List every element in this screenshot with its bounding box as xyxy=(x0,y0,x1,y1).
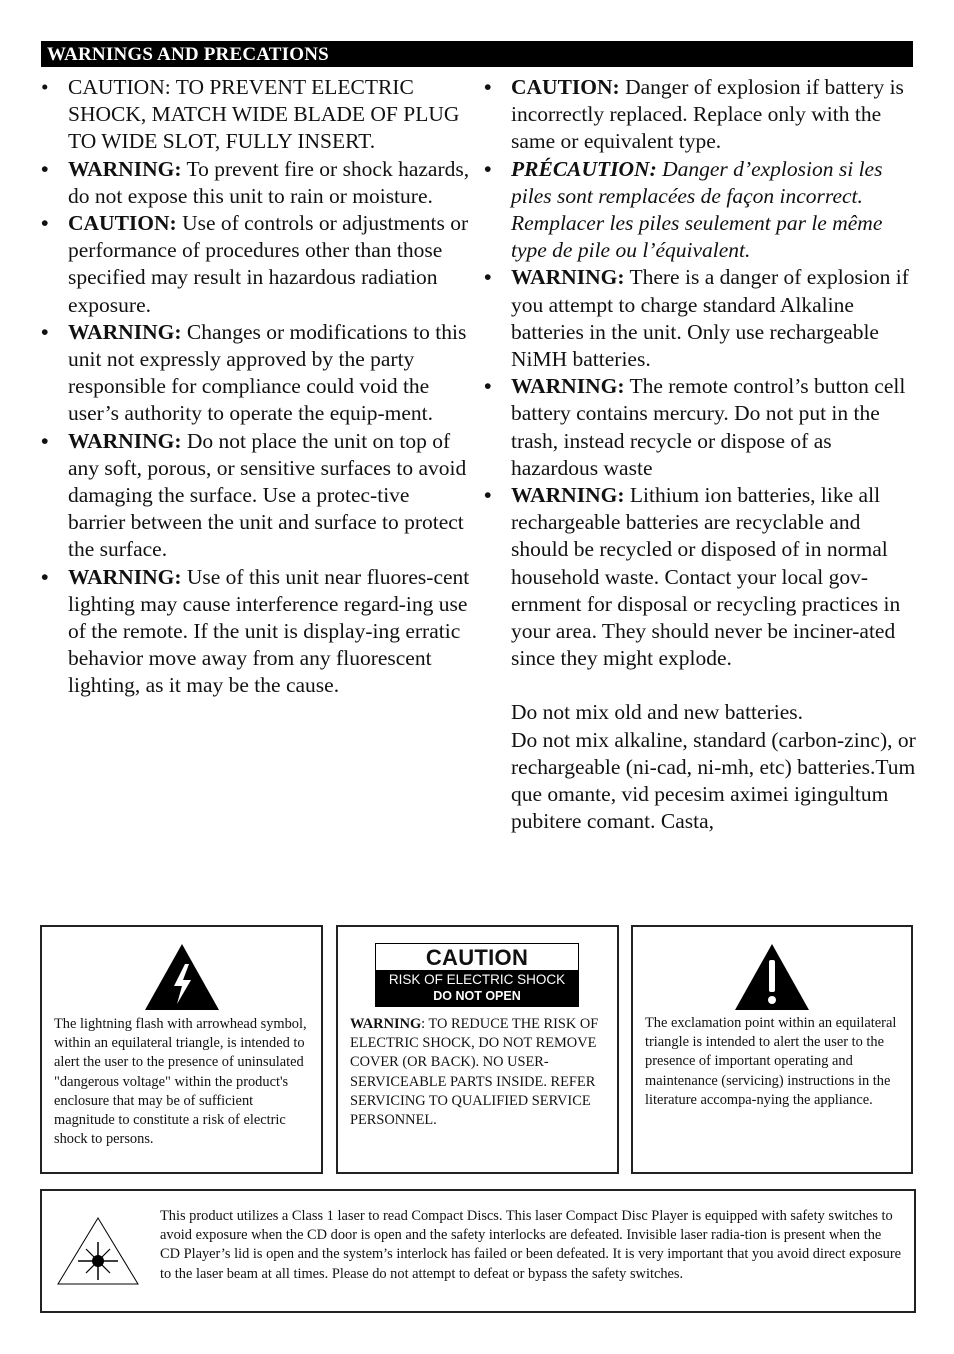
warning-text: There is a danger of explosion if you attempt to charge standard Alkaline batteries in the unit. Only use rechargeable NiMH batteries. xyxy=(511,265,909,372)
lightning-description: The lightning flash with arrowhead symbol, within an equilateral triangle, is intended to alert the user to the presence of uninsulated "dangerous voltage" within the product's enclosure that may be of sufficient magnitude to constitute a risk of electric shock to persons. xyxy=(54,1016,307,1148)
warning-text: Changes or modifications to this unit not expressly approved by the party responsible for compliance could void the user’s authority to operate the equip-ment. xyxy=(68,319,467,426)
bullet-dot: • xyxy=(41,156,49,181)
warning-text: Danger of explosion if battery is incorrectly replaced. Replace only with the same or equivalent type. xyxy=(511,75,904,154)
bullet-dot: • xyxy=(41,75,49,99)
lightning-triangle-icon xyxy=(143,942,221,1012)
warning-label: WARNING: xyxy=(68,156,182,181)
warning-label: CAUTION: xyxy=(511,75,620,99)
warning-item-french xyxy=(484,156,916,265)
caution-label xyxy=(375,943,579,1007)
laser-description: This product utilizes a Class 1 laser to read Compact Discs. This laser Compact Disc Player is equipped with safety switches to avoid exposure when the CD door is open and the safety interlocks are defeated. Invisible laser radia-tion is present when the CD Player’s lid is open and the system’s interlock has failed or been defeated. It is very important that you avoid direct exposure to the laser beam at all times. Please do not attempt to defeat or bypass the safety switches. xyxy=(160,1208,902,1282)
warning-item xyxy=(41,564,471,700)
warning-label: CAUTION: xyxy=(68,211,177,236)
laser-warning-icon xyxy=(56,1216,140,1286)
caution-warning-text: : TO REDUCE THE RISK OF ELECTRIC SHOCK, DO NOT REMOVE COVER (OR BACK). NO USER-SERVICEABLE PARTS INSIDE. REFER SERVICING TO QUALIFIED SERVICE PERSONNEL. xyxy=(350,1016,599,1129)
battery-note: Do not mix alkaline, standard (carbon-zinc), or rechargeable (ni-cad, ni-mh, etc) batteries.Tum que omante, vid pecesim aximei igingultum pubitere comant. Casta, xyxy=(511,727,916,834)
bullet-dot: • xyxy=(41,564,49,589)
warning-text: CAUTION: TO PREVENT ELECTRIC SHOCK, MATCH WIDE BLADE OF PLUG TO WIDE SLOT, FULLY INSERT. xyxy=(68,75,460,154)
left-column xyxy=(41,74,471,700)
right-column xyxy=(484,74,916,835)
warning-label: PRÉCAUTION: xyxy=(511,156,657,181)
bullet-dot: • xyxy=(41,319,49,344)
spacer xyxy=(484,672,916,699)
bullet-dot: • xyxy=(484,265,492,290)
warning-item xyxy=(484,482,916,672)
exclamation-info-box xyxy=(631,925,913,1174)
warning-item xyxy=(484,373,916,482)
caution-info-box xyxy=(336,925,619,1174)
warning-item xyxy=(41,156,471,210)
warning-text: Use of this unit near fluores-cent lighting may cause interference regard-ing use of the remote. If the unit is display-ing erratic behavior move away from any fluorescent lighting, as it may be the cause. xyxy=(68,564,470,698)
caution-subtitle xyxy=(376,970,578,1006)
warning-item xyxy=(41,210,471,319)
warning-item xyxy=(41,428,471,564)
bullet-dot: • xyxy=(484,156,492,181)
bullet-dot: • xyxy=(41,211,49,236)
caution-description xyxy=(350,1015,607,1130)
lightning-info-box xyxy=(40,925,323,1174)
warning-text: Do not place the unit on top of any soft, porous, or sensitive surfaces to avoid damaging the surface. Use a protec-tive barrier between the unit and surface to protect the surface. xyxy=(68,428,467,562)
warning-text: Use of controls or adjustments or performance of procedures other than those specified may result in hazardous radiation exposure. xyxy=(68,211,469,317)
warning-item xyxy=(41,319,471,428)
laser-info-box xyxy=(40,1189,916,1313)
warning-item xyxy=(484,264,916,373)
exclamation-triangle-icon xyxy=(733,942,811,1012)
warning-text: Lithium ion batteries, like all rechargeable batteries are recyclable and should be recycled or disposed of in normal household waste. Contact your local gov-ernment for disposal or recycling practices in your area. They should never be inciner-ated since they might explode. xyxy=(511,483,901,671)
warning-label: WARNING: xyxy=(511,483,625,508)
caution-title: CAUTION xyxy=(425,945,529,970)
caution-warning-label: WARNING xyxy=(350,1016,422,1032)
battery-note: Do not mix old and new batteries. xyxy=(511,700,803,725)
warning-label: WARNING: xyxy=(511,265,625,290)
section-header: WARNINGS AND PRECATIONS xyxy=(41,41,913,67)
warning-text: The remote control’s button cell battery contains mercury. Do not put in the trash, instead recycle or dispose of as hazardous waste xyxy=(511,374,906,480)
warning-item xyxy=(484,74,916,156)
exclamation-description: The exclamation point within an equilateral triangle is intended to alert the user to the presence of important operating and maintenance (servicing) instructions in the literature accompa-nying the appliance. xyxy=(645,1015,897,1108)
warning-label: WARNING: xyxy=(511,374,625,399)
warning-label: WARNING: xyxy=(68,428,182,453)
warning-text: Danger d’explosion si les piles sont remplacées de façon incorrect. Remplacer les piles seulement par le même type de pile ou l’équivalent. xyxy=(511,156,883,263)
warning-text: To prevent fire or shock hazards, do not expose this unit to rain or moisture. xyxy=(68,156,470,208)
bullet-dot: • xyxy=(484,75,492,99)
bullet-dot: • xyxy=(484,483,492,508)
caution-line1: RISK OF ELECTRIC SHOCK xyxy=(388,972,566,987)
warning-item xyxy=(41,74,471,156)
warning-label: WARNING: xyxy=(68,564,182,589)
bullet-dot: • xyxy=(41,428,49,453)
caution-line2: DO NOT OPEN xyxy=(433,989,521,1003)
bullet-dot: • xyxy=(484,374,492,399)
warning-label: WARNING: xyxy=(68,319,182,344)
